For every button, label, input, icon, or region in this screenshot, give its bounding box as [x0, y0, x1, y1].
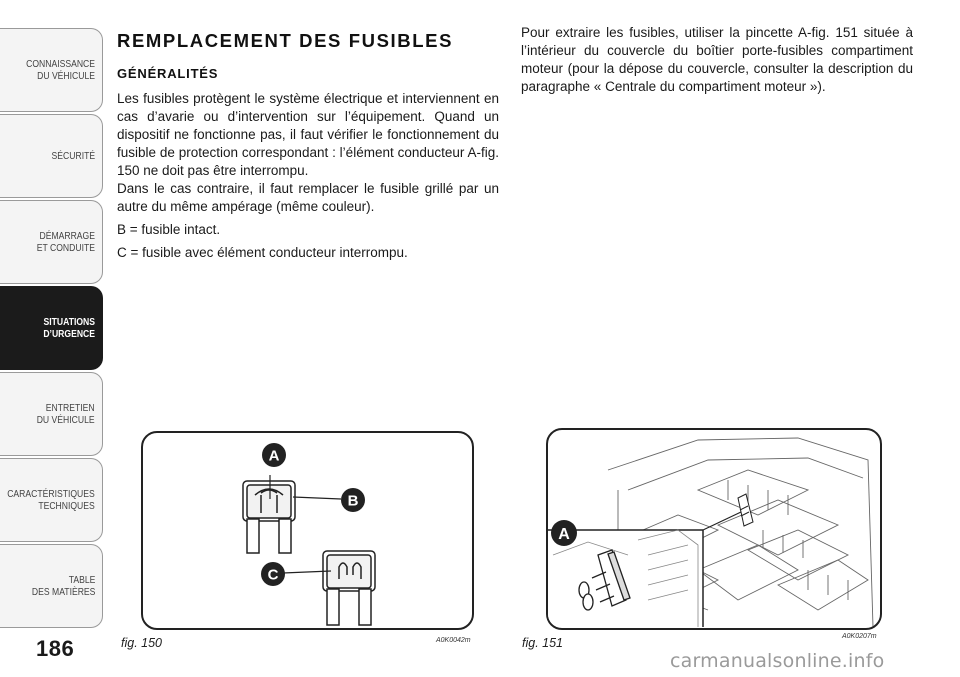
- figure-150-ref: A0K0042m: [436, 637, 471, 644]
- tab-label: TABLE DES MATIÈRES: [31, 574, 95, 598]
- tab-label: CARACTÉRISTIQUES TECHNIQUES: [7, 488, 95, 512]
- figure-150: [141, 431, 474, 630]
- tab-demarrage-et-conduite[interactable]: [0, 200, 103, 284]
- section-subtitle: GÉNÉRALITÉS: [117, 66, 219, 81]
- left-column: [117, 30, 499, 262]
- tab-caracteristiques-techniques[interactable]: [0, 458, 103, 542]
- figure-151-ref: A0K0207m: [842, 633, 877, 640]
- tab-label: DÉMARRAGE ET CONDUITE: [36, 230, 95, 254]
- label-b: B: [347, 492, 359, 510]
- label-c: C: [267, 566, 279, 584]
- tab-label: SITUATIONS D’URGENCE: [43, 316, 95, 340]
- page-number: 186: [36, 636, 75, 661]
- label-a: A: [558, 526, 570, 543]
- tab-table-des-matieres[interactable]: [0, 544, 103, 628]
- figure-151-caption: fig. 151: [522, 636, 564, 650]
- paragraph-1: Les fusibles protègent le système électrique et interviennent en cas d’avarie ou d’intervention sur l’équipement. Quand un dispositif ne fonctionne pas, il faut vérifier le fonctionnement du fusible de protection correspondant : l’élément conducteur A-fig. 150 ne doit pas être interrompu.: [117, 91, 499, 178]
- fuse-illustration: [143, 433, 471, 627]
- fuse-box-illustration: [548, 430, 879, 627]
- fuse-broken: [323, 551, 375, 625]
- tab-situations-d-urgence[interactable]: [0, 286, 103, 370]
- tab-label: SÉCURITÉ: [51, 150, 95, 162]
- tab-securite[interactable]: [0, 114, 103, 198]
- tweezers-small: [738, 494, 753, 526]
- right-column: [521, 24, 913, 96]
- tab-connaissance-du-vehicule[interactable]: [0, 28, 103, 112]
- paragraph-2: Dans le cas contraire, il faut remplacer le fusible grillé par un autre du même ampérage (même couleur).: [117, 181, 499, 214]
- figure-150-caption: fig. 150: [121, 636, 163, 650]
- tab-label: ENTRETIEN DU VÉHICULE: [37, 402, 95, 426]
- watermark[interactable]: carmanualsonline.info: [670, 650, 885, 672]
- page-title: REMPLACEMENT DES FUSIBLES: [117, 30, 454, 51]
- fuse-intact: [243, 481, 295, 553]
- tab-label: CONNAISSANCE DU VÉHICULE: [26, 58, 95, 82]
- label-a: A: [268, 447, 280, 465]
- paragraph-5: Pour extraire les fusibles, utiliser la pincette A-fig. 151 située à l’intérieur du couvercle du boîtier porte-fusibles compartiment moteur (pour la dépose du couvercle, consulter la description du paragraphe « Centrale du compartiment moteur »).: [521, 25, 913, 94]
- figure-151: [546, 428, 882, 630]
- paragraph-4: C = fusible avec élément conducteur interrompu.: [117, 245, 408, 260]
- tab-entretien-du-vehicule[interactable]: [0, 372, 103, 456]
- paragraph-3: B = fusible intact.: [117, 222, 221, 237]
